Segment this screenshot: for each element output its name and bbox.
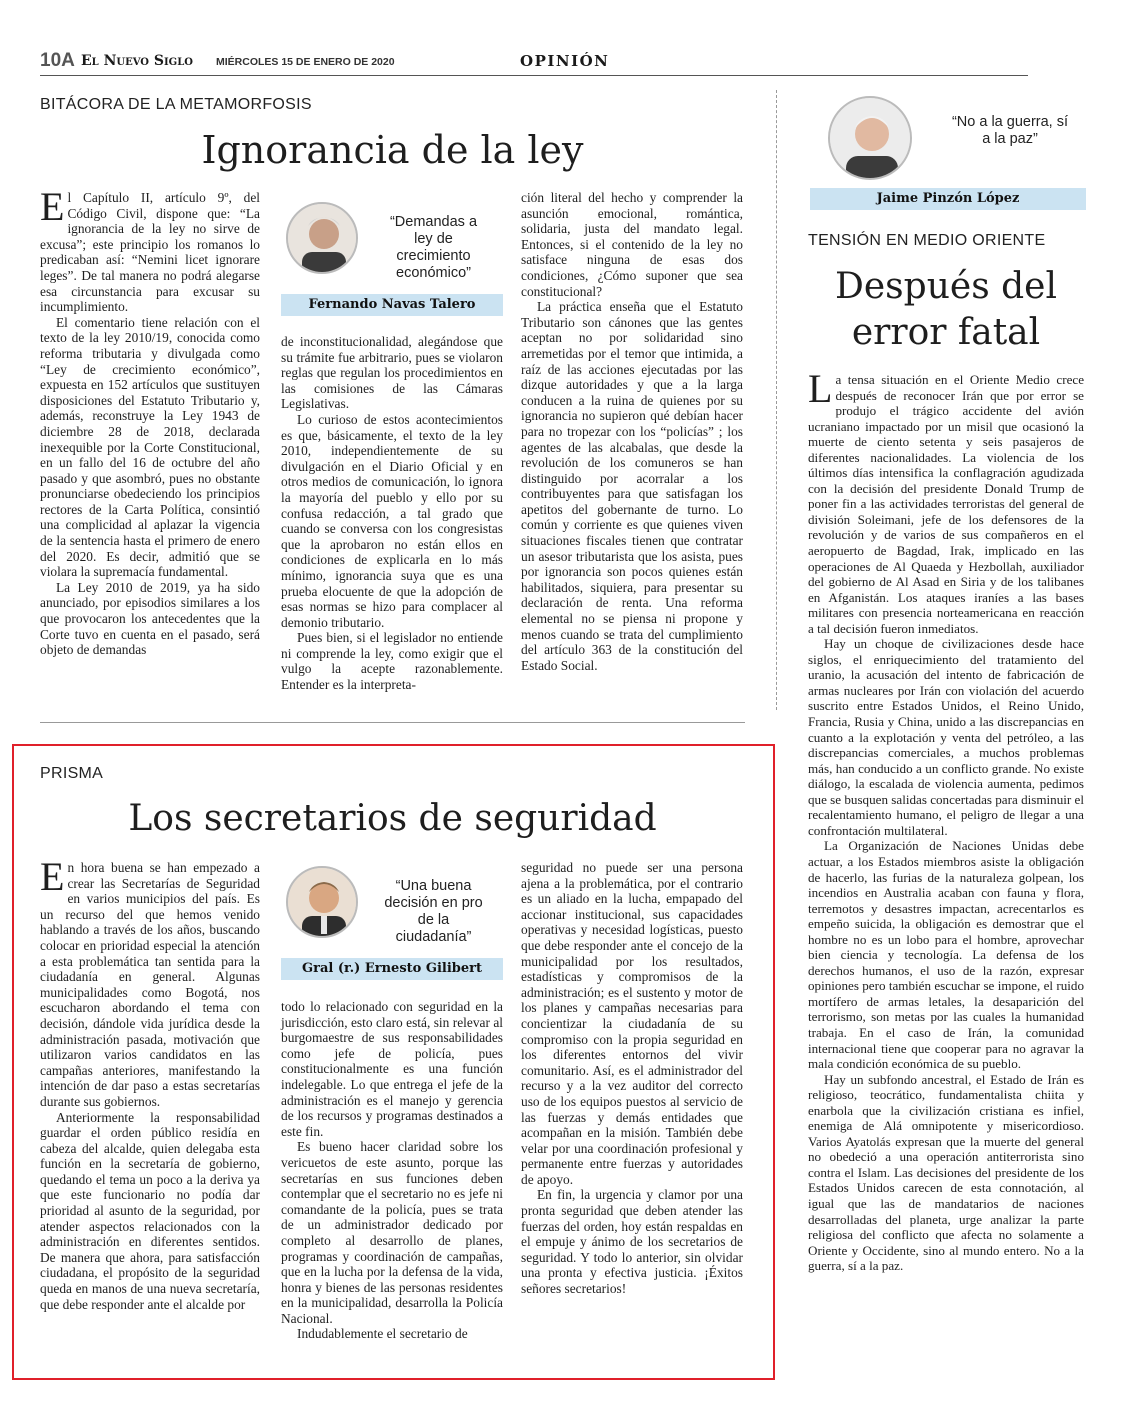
author-photo bbox=[828, 96, 912, 180]
article2-col2: todo lo relacionado con seguridad en la jurisdicción, esto claro está, sin relevar al burgomaestre de sus responsabilidades como jefe de policía, pues constitucionalmente es una función indelegable. Lo que entrega el jefe de la administración es el manejo y gerencia de los recursos y programas destinados a este fin. Es bueno hacer claridad sobre los vericuetos de este asunto, porque las secretarías en sus funciones deben contemplar que el secretario no es jefe ni comandante de la policía, pues se trata de un administrador dedicado por completo al desarrollo de planes, programas y coordinación de campañas, que en la lucha por la defensa de la vida, honra y bienes de las personas residentes en la municipalidad, desarrolla la Policía Nacional. Indudablemente el secretario de bbox=[281, 999, 503, 1342]
author-photo bbox=[286, 202, 358, 274]
article1-col2: de inconstitucionalidad, alegándose que su trámite fue arbitrario, pues se violaron reglas que regulan los procedimientos en las comisiones de las Cámaras Legislativas. Lo curioso de estos acontecimientos es que, básicamente, el texto de la ley 2010, independientemente de su divulgación en el Diario Oficial y en otros medios de comunicación, lo ignora la mayoría del pueblo y ello por su confusa redacción, a tal grado que cuando se conversa con los congresistas que la aprobaron no están ellos en condiciones de explicarla en lo más mínimo, ignorancia suya que es una prueba elocuente de que la adopción de esas normas se hizo para complacer al demonio tributario. Pues bien, si el legislador no entiende ni comprende la ley, como exigir que el vulgo la acepte razonablemente. Entender es la interpreta- bbox=[281, 334, 503, 693]
article3-author-box bbox=[810, 96, 1086, 210]
article3-kicker: TENSIÓN EN MEDIO ORIENTE bbox=[808, 232, 1046, 249]
article2-col1: En hora buena se han empezado a crear las Secretarías de Seguridad en varios municipios del país. Es un recurso del que hemos venido hablando a través de los años, buscando colocar en prioridad especial la atención a esta problemática tan sentida para la ciudadanía en general. Algunas municipalidades como Bogotá, nos escucharon abordando el tema con decisión, dándole vida jurídica desde la administración pasada, motivación que utilizaron varios candidatos en las campañas anteriores, manifestando la intención de dar paso a estas secretarías durante sus gobiernos. Anteriormente la responsabilidad guardar el orden público residía en cabeza del alcalde, quien delegaba esta función en la secretaría de gobierno, quedando el tema un poco a la deriva ya que este funcionario no podía dar prioridad al asunto de la seguridad, por atender aspectos relacionados con la administración en diferentes sentidos. De manera que ahora, para satisfacción ciudadana, el propósito de la seguridad queda en manos de una nueva secretaría, que debe responder ante el alcalde por bbox=[40, 854, 260, 1312]
article1-author-box bbox=[281, 202, 503, 316]
author-photo bbox=[286, 866, 358, 938]
article1-col3: ción literal del hecho y comprender la asunción emocional, romántica, solidaria, justa del mandato legal. Entonces, si el contenido de la ley no satisface ninguna de esas dos condiciones, ¿Cómo suponer que sea constitucional? La práctica enseña que el Estatuto Tributario son cánones que las gentes aceptan no por solidaridad sino arremetidas por el temor que intimida, a raíz de las acciones ejecutadas por las dizque autoridades y que a la larga conducen a la ruina de quienes por su ignorancia no supieron qué debían hacer para no tropezar con los “policías” ; los agentes de las alcabalas, que desde la revolución de los comuneros se han distinguido por acorralar a los contribuyentes para que satisfagan los apetitos del gobernante de turno. Lo común y corriente es que quienes viven situaciones fiscales tienen que contratar un asesor tributarista que los asista, pues por ignorancia son pocos quienes están habilitados, siquiera, para presentar su declaración de renta. Una reforma elemental no se piensa ni propone y menos cuando se trata del cumplimiento del artículo 363 de la constitución del Estado Social. bbox=[521, 190, 743, 673]
article-divider bbox=[40, 722, 745, 723]
page-header bbox=[40, 50, 1028, 76]
article3-body: La tensa situación en el Oriente Medio crece después de reconocer Irán que por error se produjo el trágico accidente del avión ucraniano impactado por un misil que ocasionó la muerte de ciento setenta y seis pasajeros de diferentes nacionalidades. La violencia de los últimos días intensifica la conflagración agudizada con la decisión del presidente Donald Trump de poner fin a las actividades terroristas del general de división Soleimani, jefe de los defensores de la revolución y de varios de sus compañeros en el aeropuerto de Bagdad, Irak, implicado en las operaciones de Al Quaeda y Hezbollah, auxiliador del gobierno de Al Asad en Siria y de los talibanes en Afganistán. Los ataques iraníes a las bases militares con presencia norteamericana en reacción a tal decisión fueron inmediatos. Hay un choque de civilizaciones desde hace siglos, el enriquecimiento del tratamiento del uranio, la acusación del intento de fabricación de armas nucleares por Irán con violación del acuerdo suscrito entre Estados Unidos, el Reino Unido, Francia, Rusia y China, unido a las discrepancias en cuanto a la explotación y venta del petróleo, a las discrepancias comerciales, a muchos problemas más, han conducido a un conflicto grande. No existe diálogo, la escalada de violencia aumenta, pedimos que se busquen salidas concertadas para disminuir el recalentamiento humano, el peligro de llegar a una confrontación multilateral. La Organización de Naciones Unidas debe actuar, a los Estados miembros asiste la obligación de hacerlo, las furias de la naturaleza golpean, los incendios en Australia acaban con fauna y flora, terremotos y desastres impactan, acrecentarlos es empeño suicida, la obligación es demostrar que el hombre no es un lobo para el hombre, aprovechar bien ciencia y tecnología. La defensa de los derechos humanos, el uso de la razón, expresar opiniones pero también escuchar se impone, el ruido mortífero de armas letales, la desaparición del terrorismo, son metas por las cuales la humanidad trabaja. En el caso de Irán, la comunidad internacional tiene que cooperar para no agravar la mala condición económica de su pueblo. Hay un subfondo ancestral, el Estado de Irán es religioso, teocrático, fundamentalista chiita y enarbola que la civilización cristiana es infiel, enemiga de Alá omnipotente y misericordioso. Varios Ayatolás expresan que la muerte del general no obedeció a una operación antiterrorista sino contra el Islam. Las decisiones del presidente de los Estados Unidos carecen de esta connotación, al igual que las de mandatarios de naciones desarrolladas del planeta, urge analizar la parte religiosa del conflicto que afecta no solamente a Oriente y Occidente, sino al mundo entero. No a la guerra, sí a la paz. bbox=[808, 366, 1084, 1274]
article1-col1: El Capítulo II, artículo 9º, del Código Civil, dispone que: “La ignorancia de la ley no sirve de excusa”; este principio los romanos lo predicaban así: “Nemini licet ignorare leges”. De tal manera no podrá alegarse esa circunstancia para excusar su incumplimiento. El comentario tiene relación con el texto de la ley 2010/19, conocida como reforma tributaria y divulgada como “Ley de crecimiento económico”, expuesta en 152 artículos que sustituyen disposiciones del Estatuto Tributario y, además, reconstruye la Ley 1943 de diciembre 28 de 2018, declarada inexequible por la Corte Constitucional, en un fallo del 16 de octubre del año pasado y que asombró, pues no obstante pronunciarse obedeciendo los principios rectores de la Carta Política, consintió una complicidad al aplazar la vigencia de la sentencia hasta el primero de enero del 2020. Es decir, admitió que se violara la supremacía fundamental. La Ley 2010 de 2019, ya ha sido anunciado, por episodios similares a los que provocaron los antecedentes que la Corte tuvo en cuenta en el pasado, será objeto de demandas bbox=[40, 184, 260, 658]
article2-title: Los secretarios de seguridad bbox=[128, 798, 657, 839]
article3-title-line1: Después del bbox=[835, 266, 1057, 307]
author-quote: “Demandas a ley de crecimiento económico” bbox=[389, 214, 478, 281]
author-name: Gral (r.) Ernesto Gilibert bbox=[281, 958, 503, 980]
author-quote: “Una buena decisión en pro de la ciudadanía” bbox=[384, 878, 483, 945]
column-separator bbox=[776, 90, 777, 710]
section-name: OPINIÓN bbox=[520, 52, 610, 70]
article3-title-line2: error fatal bbox=[851, 312, 1041, 353]
article2-kicker: PRISMA bbox=[40, 765, 104, 782]
article1-title: Ignorancia de la ley bbox=[201, 128, 584, 172]
author-quote: “No a la guerra, sí a la paz” bbox=[951, 114, 1069, 147]
page-number: 10A bbox=[40, 50, 75, 71]
newspaper-name: El Nuevo Siglo bbox=[81, 53, 193, 69]
article2-col3: seguridad no puede ser una persona ajena a la problemática, por el contrario es un aliado en la lucha, empapado del accionar institucional, sus capacidades operativas y necesidad logísticas, puesto que debe responder ante el concejo de la municipalidad por los resultados, estadísticas y compromisos de la administración; es el sustento y motor de los planes y campañas necesarias para concientizar la ciudadanía de su compromiso con la propia seguridad en los diferentes entornos del vivir comunitario. Así, es el administrador del recurso y a la vez auditor del correcto uso de los equipos puestos al servicio de las fuerzas y demás entidades que acompañan en la misión. También debe velar por una coordinación profesional y permanente entre fuerzas y autoridades de apoyo. En fin, la urgencia y clamor por una pronta seguridad que deben atender las fuerzas del orden, hoy están respaldas en el empuje y ánimo de los secretarios de seguridad. Y todo lo anterior, sin olvidar una pronta y efectiva justicia. ¡Éxitos señores secretarios! bbox=[521, 860, 743, 1297]
article2-author-box bbox=[281, 866, 503, 980]
article1-kicker: BITÁCORA DE LA METAMORFOSIS bbox=[40, 96, 312, 113]
author-name: Fernando Navas Talero bbox=[281, 294, 503, 316]
author-name: Jaime Pinzón López bbox=[810, 188, 1086, 210]
issue-date: MIÉRCOLES 15 DE ENERO DE 2020 bbox=[216, 56, 395, 68]
